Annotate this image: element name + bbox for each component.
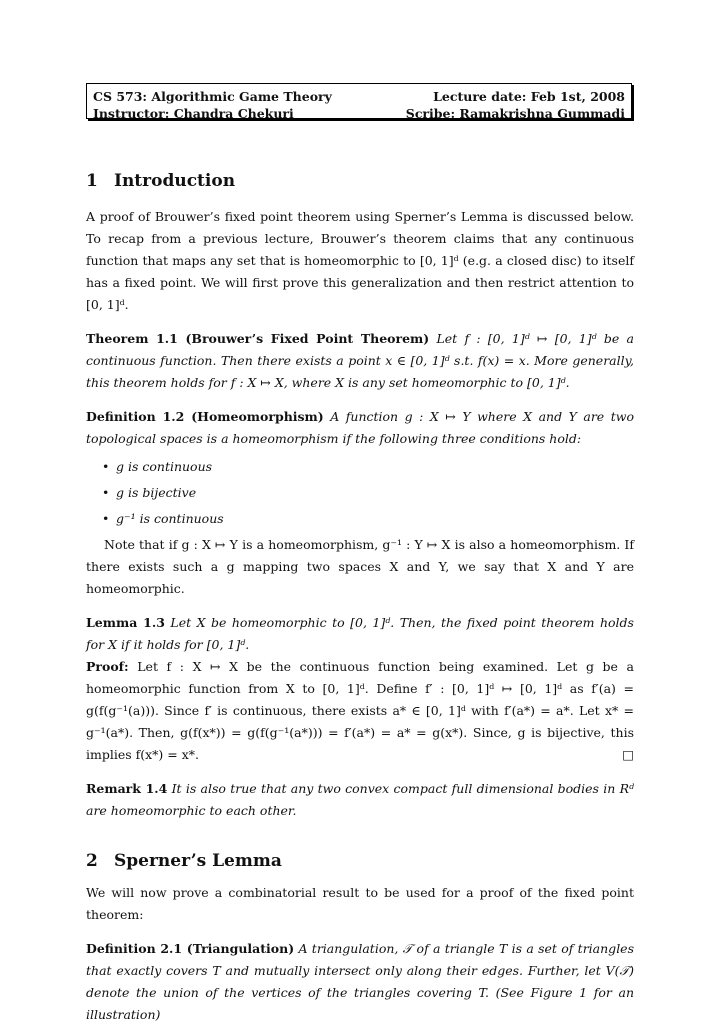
proof-label: Proof: (86, 659, 129, 674)
section-title: Sperner’s Lemma (114, 851, 282, 871)
remark-label: Remark 1.4 (86, 781, 168, 796)
course-title: CS 573: Algorithmic Game Theory (93, 89, 332, 104)
note-paragraph: Note that if g : X ↦ Y is a homeomorphism, g⁻¹ : Y ↦ X is also a homeomorphism. If there exists such a g mapping two spaces X and Y, we say that X and Y are homeomorphic. (86, 537, 634, 596)
list-item: • g⁻¹ is continuous (102, 511, 224, 526)
condition-text: g is continuous (116, 459, 213, 474)
condition-text: g⁻¹ is continuous (116, 511, 224, 526)
page-body (86, 168, 634, 1026)
proof (86, 656, 634, 766)
lecture-header-box (86, 83, 632, 119)
section-number: 2 (86, 851, 98, 871)
section-title: Introduction (114, 171, 236, 191)
lemma-label: Lemma 1.3 (86, 615, 165, 630)
lecture-date: Lecture date: Feb 1st, 2008 (433, 89, 625, 104)
remark-text: It is also true that any two convex compact full dimensional bodies in Rᵈ are homeomorphic to each other. (86, 781, 634, 818)
section-2-heading (86, 848, 634, 874)
list-item: • g is bijective (102, 485, 197, 500)
definition-text: A triangulation, 𝒯 of a triangle T is a set of triangles that exactly covers T and mutually intersect only along their edges. Further, let V(𝒯) denote the union of the vertices of the triangles covering T. (See Figure 1 for an illustration) (86, 941, 634, 1022)
theorem-label: Theorem 1.1 (Brouwer’s Fixed Point Theorem) (86, 331, 430, 346)
theorem-1-1 (86, 328, 634, 394)
lemma-text: Let X be homeomorphic to [0, 1]ᵈ. Then, the fixed point theorem holds for X if it holds for [0, 1]ᵈ. (86, 615, 634, 652)
qed-symbol: □ (622, 747, 634, 762)
lemma-1-3 (86, 612, 634, 656)
definition-2-1 (86, 938, 634, 1026)
condition-text: g is bijective (116, 485, 197, 500)
intro-paragraph: A proof of Brouwer’s fixed point theorem using Sperner’s Lemma is discussed below. To recap from a previous lecture, Brouwer’s theorem claims that any continuous function that maps any set that is homeomorphic to [0, 1]ᵈ (e.g. a closed disc) to itself has a fixed point. We will first prove this generalization and then restrict attention to [0, 1]ᵈ. (86, 209, 634, 312)
instructor: Instructor: Chandra Chekuri (93, 106, 294, 121)
remark-1-4 (86, 778, 634, 822)
definition-1-2 (86, 406, 634, 450)
definition-label: Definition 1.2 (Homeomorphism) (86, 409, 324, 424)
list-item: • g is continuous (102, 459, 213, 474)
definition-label: Definition 2.1 (Triangulation) (86, 941, 295, 956)
theorem-text: Let f : [0, 1]ᵈ ↦ [0, 1]ᵈ be a continuous function. Then there exists a point x ∈ [0, 1]ᵈ s.t. f(x) = x. More generally, this theorem holds for f : X ↦ X, where X is any set homeomorphic to [0, 1]ᵈ. (86, 331, 634, 390)
section-number: 1 (86, 171, 98, 191)
condition-list (86, 456, 634, 530)
section-1-heading (86, 168, 634, 194)
section-2-intro: We will now prove a combinatorial result to be used for a proof of the fixed point theorem: (86, 885, 634, 922)
proof-text: Let f : X ↦ X be the continuous function being examined. Let g be a homeomorphic function from X to [0, 1]ᵈ. Define f′ : [0, 1]ᵈ ↦ [0, 1]ᵈ as f′(a) = g(f(g⁻¹(a))). Since f′ is continuous, there exists a* ∈ [0, 1]ᵈ with f′(a*) = a*. Let x* = g⁻¹(a*). Then, g(f(x*)) = g(f(g⁻¹(a*))) = f′(a*) = a* = g(x*). Since, g is bijective, this implies f(x*) = x*. (86, 659, 634, 762)
scribe: Scribe: Ramakrishna Gummadi (405, 106, 625, 121)
definition-text: A function g : X ↦ Y where X and Y are two topological spaces is a homeomorphism if the following three conditions hold: (86, 409, 634, 446)
